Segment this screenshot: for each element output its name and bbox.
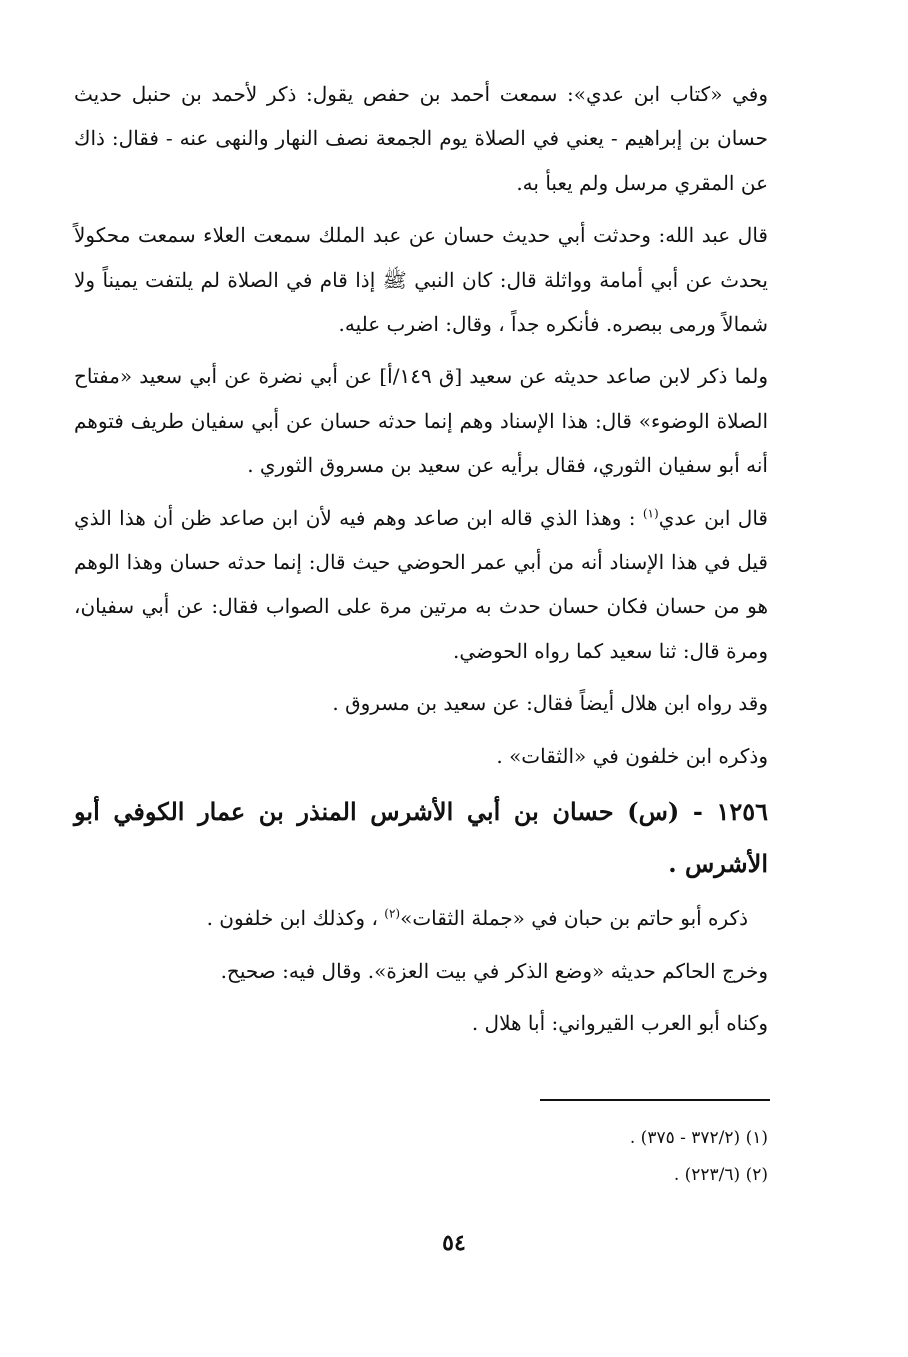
footnote-1: (١) (٣٧٢/٢ - ٣٧٥) .: [629, 1128, 768, 1148]
entry-paragraph-ibn-hibban: [74, 896, 768, 940]
paragraph-ibn-adi-book: وفي «كتاب ابن عدي»: سمعت أحمد بن حفص يقول: ذكر لأحمد بن حنبل حديث حسان بن إبراهيم - يعني في الصلاة يوم الجمعة نصف النهار والنهى عنه - فقال: ذاك عن المقري مرسل ولم يعبأ به.: [74, 82, 768, 195]
footnotes: [400, 1120, 768, 1194]
paragraph-text-start: قال ابن عدي: [658, 505, 768, 530]
footnote-ref-2: (٢): [384, 906, 401, 921]
footnote-divider: [540, 1099, 770, 1101]
footnote-ref-1: (١): [642, 506, 659, 520]
entry-heading: ١٢٥٦ - (س) حسان بن أبي الأشرس المنذر بن عمار الكوفي أبو الأشرس .: [74, 797, 768, 879]
paragraph-text-rest: : وهذا الذي قاله ابن صاعد وهم فيه لأن ابن صاعد ظن أن هذا الذي قيل في هذا الإسناد أنه من أبي عمر الحوضي حيث قال: إنما حدثه حسان وهذا الوهم هو من حسان فكان حسان حدث به مرتين مرة على الصواب فقال: عن أبي سفيان، ومرة قال: ثنا سعيد كما رواه الحوضي.: [74, 505, 768, 663]
body-text: [74, 72, 768, 1053]
paragraph-ibn-hilal: وقد رواه ابن هلال أيضاً فقال: عن سعيد بن مسروق .: [332, 691, 768, 716]
paragraph-ibn-adi-comment: [74, 496, 768, 674]
paragraph-ibn-saed: ولما ذكر لابن صاعد حديثه عن سعيد [ق ١٤٩/أ] عن أبي نضرة عن أبي سعيد «مفتاح الصلاة الوضوء» قال: هذا الإسناد وهم إنما حدثه حسان عن أبي سفيان طريف فتوهم أنه أبو سفيان الثوري، فقال برأيه عن سعيد بن مسروق الثوري .: [74, 364, 768, 478]
entry-text-rest: ، وكذلك ابن خلفون .: [206, 906, 385, 931]
entry-text-start: ذكره أبو حاتم بن حبان في «جملة الثقات»: [400, 906, 748, 931]
entry-paragraph-hakim: وخرج الحاكم حديثه «وضع الذكر في بيت العزة». وقال فيه: صحيح.: [220, 958, 768, 983]
entry-paragraph-kunya: وكناه أبو العرب القيرواني: أبا هلال .: [471, 1010, 768, 1035]
footnote-2: (٢) (٢٢٣/٦) .: [673, 1165, 768, 1185]
paragraph-ibn-khalfun: وذكره ابن خلفون في «الثقات» .: [496, 743, 768, 768]
page-number: ٥٤: [442, 1230, 466, 1256]
paragraph-abdullah: قال عبد الله: وحدثت أبي حديث حسان عن عبد الملك سمعت العلاء سمعت محكولاً يحدث عن أبي أمامة وواثلة قال: كان النبي ﷺ إذا قام في الصلاة لم يلتفت يميناً ولا شمالاً ورمى ببصره. فأنكره جداً ، وقال: اضرب عليه.: [74, 223, 768, 337]
